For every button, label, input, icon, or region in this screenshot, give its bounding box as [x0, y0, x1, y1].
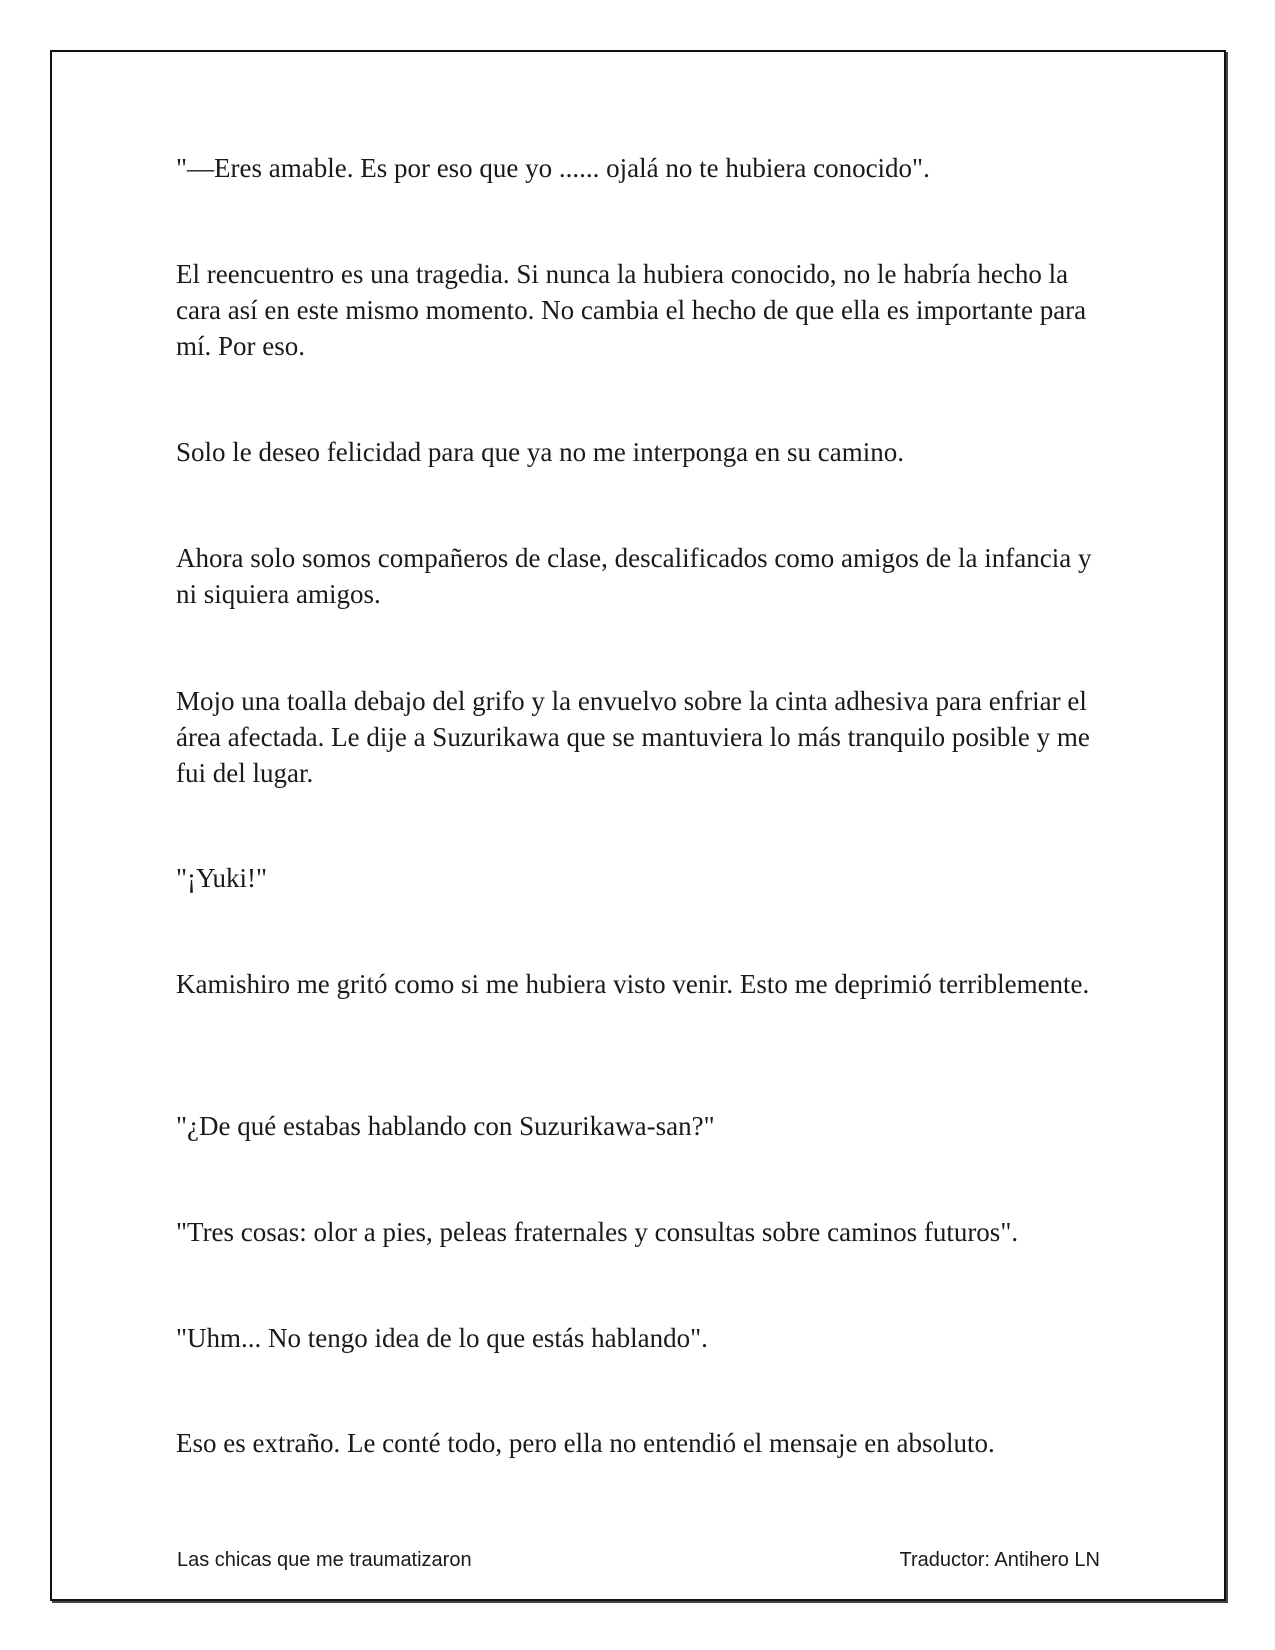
paragraph-8: "¿De qué estabas hablando con Suzurikawa-san?"	[176, 1111, 715, 1141]
paragraph-11: Eso es extraño. Le conté todo, pero ella no entendió el mensaje en absoluto.	[176, 1428, 995, 1458]
paragraph-2: El reencuentro es una tragedia. Si nunca la hubiera conocido, no le habría hecho la cara así en este mismo momento. No cambia el hecho de que ella es importante para mí. Por eso.	[176, 259, 1087, 361]
paragraph-7: Kamishiro me gritó como si me hubiera visto venir. Esto me deprimió terriblemente.	[176, 969, 1090, 999]
footer-translator: Traductor: Antihero LN	[899, 1549, 1100, 1571]
paragraph-3: Solo le deseo felicidad para que ya no me interponga en su camino.	[176, 437, 905, 467]
paragraph-1: "—Eres amable. Es por eso que yo ...... ojalá no te hubiera conocido".	[176, 153, 930, 183]
footer-book-title: Las chicas que me traumatizaron	[177, 1549, 472, 1571]
paragraph-9: "Tres cosas: olor a pies, peleas fraternales y consultas sobre caminos futuros".	[176, 1217, 1019, 1247]
paragraph-10: "Uhm... No tengo idea de lo que estás hablando".	[176, 1323, 708, 1353]
paragraph-4: Ahora solo somos compañeros de clase, descalificados como amigos de la infancia y ni siquiera amigos.	[176, 543, 1092, 609]
paragraph-6: "¡Yuki!"	[176, 863, 268, 893]
paragraph-5: Mojo una toalla debajo del grifo y la envuelvo sobre la cinta adhesiva para enfriar el área afectada. Le dije a Suzurikawa que se mantuviera lo más tranquilo posible y me fui del lugar.	[176, 686, 1090, 788]
